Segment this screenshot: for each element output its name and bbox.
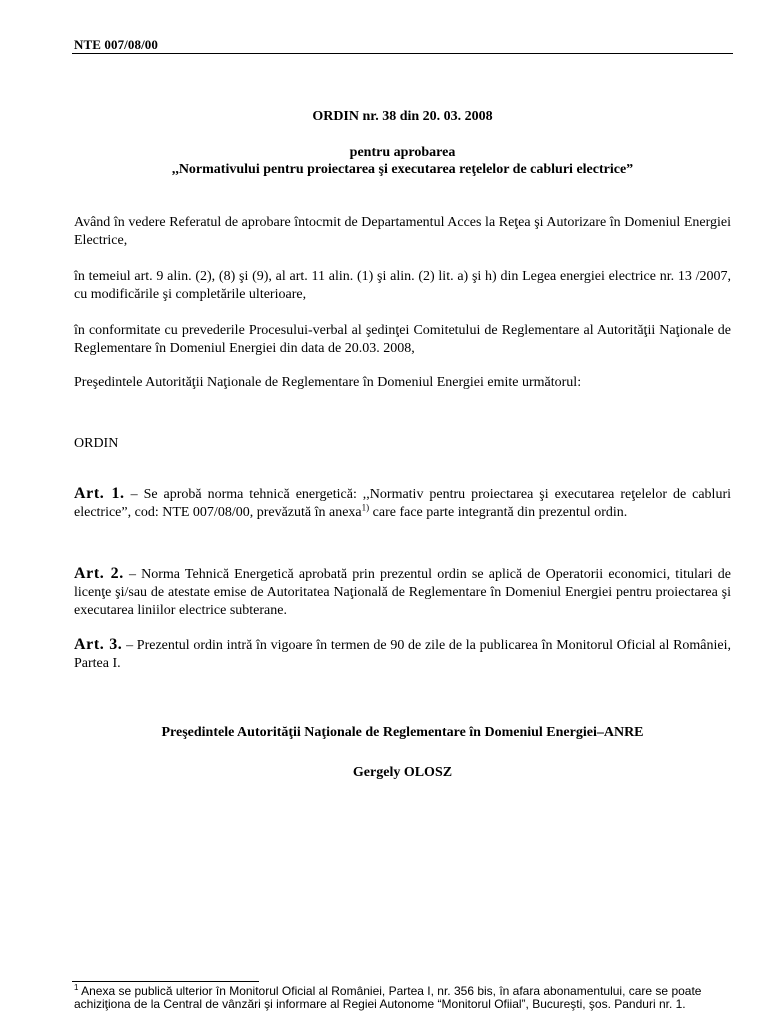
header-divider: [72, 53, 733, 54]
article-3-text: – Prezentul ordin intră în vigoare în termen de 90 de zile de la publicarea în Monitorul Oficial al României, Partea I.: [74, 638, 731, 671]
order-purpose-line2: ,,Normativului pentru proiectarea şi executarea reţelelor de cabluri electrice”: [171, 162, 634, 177]
article-1-text-end: care face parte integrantă din prezentul ordin.: [369, 505, 628, 520]
article-1-text: – Se aprobă norma tehnică energetică: ,,Normativ pentru proiectarea şi executarea reţelelor de cabluri electrice”, cod: NTE 007/08/00, prevăzută în anexa: [74, 487, 731, 520]
recital-paragraph-4: Preşedintele Autorităţii Naţionale de Reglementare în Domeniul Energiei emite următorul:: [74, 375, 582, 390]
article-3: [74, 636, 731, 673]
article-2-label: Art. 2.: [74, 565, 124, 582]
article-1-label: Art. 1.: [74, 485, 125, 502]
recital-paragraph-1: Având în vedere Referatul de aprobare întocmit de Departamentul Acces la Reţea şi Autorizare în Domeniul Energiei Electrice,: [74, 215, 731, 248]
signatory-title: Preşedintele Autorităţii Naţionale de Reglementare în Domeniul Energiei–ANRE: [161, 725, 644, 740]
ordin-heading: ORDIN: [74, 436, 119, 451]
signatory-name: Gergely OLOSZ: [352, 765, 453, 780]
article-1: [74, 485, 731, 522]
recital-paragraph-3: în conformitate cu prevederile Procesului-verbal al şedinţei Comitetului de Reglementare al Autorităţii Naţionale de Reglementare în Domeniul Energiei din data de 20.03. 2008,: [74, 323, 731, 356]
footnote-marker: 1: [74, 983, 79, 992]
article-3-label: Art. 3.: [74, 636, 123, 653]
recital-paragraph-2: în temeiul art. 9 alin. (2), (8) şi (9), al art. 11 alin. (1) şi alin. (2) lit. a) şi h) din Legea energiei electrice nr. 13 /2007, cu modificările şi completările ulterioare,: [74, 269, 731, 302]
order-title: ORDIN nr. 38 din 20. 03. 2008: [312, 109, 493, 124]
annex-footnote-ref: 1): [361, 502, 370, 513]
document-code: NTE 007/08/00: [74, 37, 159, 52]
footnote-divider: [72, 981, 259, 982]
footnote-text: Anexa se publică ulterior în Monitorul Oficial al României, Partea I, nr. 356 bis, în afara abonamentului, care se poate achiziţiona de la Central de vânzări şi informare al Regiei Autonome “Monitorul Ofiial”, Bucureşti, şos. Panduri nr. 1.: [74, 984, 702, 1011]
order-purpose-line1: pentru aprobarea: [349, 145, 456, 160]
article-2: [74, 565, 731, 620]
footnote: [74, 985, 734, 1011]
article-2-text: – Norma Tehnică Energetică aprobată prin prezentul ordin se aplică de Operatorii economici, titulari de licenţe şi/sau de atestate emise de Autoritatea Naţională de Reglementare în Domeniul Energiei pentru proiectarea şi executarea liniilor electrice subterane.: [74, 567, 731, 618]
